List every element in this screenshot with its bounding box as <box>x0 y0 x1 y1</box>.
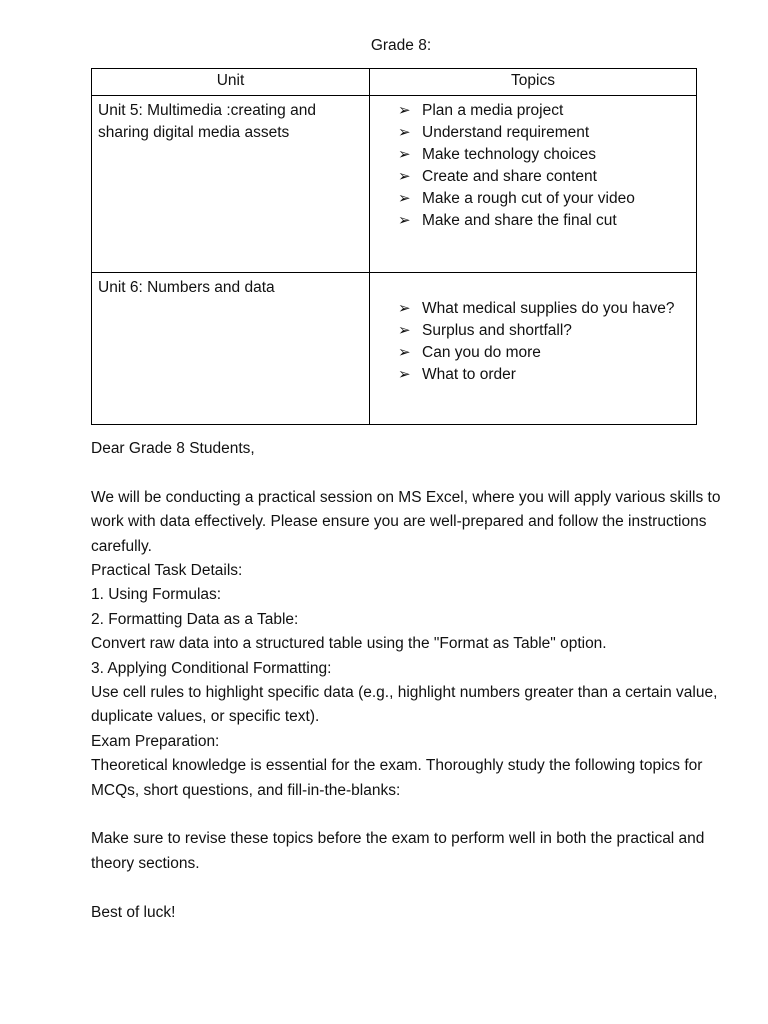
paragraph-gap <box>91 803 731 827</box>
list-item <box>398 342 692 364</box>
list-item <box>398 320 692 342</box>
topic-text: What to order <box>422 366 516 383</box>
arrowhead-bullet-icon: ➢ <box>398 146 411 163</box>
topic-text: Plan a media project <box>422 102 564 119</box>
topic-text: Make and share the final cut <box>422 212 617 229</box>
list-item <box>398 144 692 166</box>
topics-cell <box>370 273 697 425</box>
list-item <box>398 210 692 232</box>
paragraph-gap <box>91 461 731 485</box>
revise-paragraph: Make sure to revise these topics before the exam to perform well in both the practical and theory sections. <box>91 830 705 872</box>
table-row <box>92 273 697 425</box>
topic-text: Surplus and shortfall? <box>422 322 572 339</box>
topic-text: Make a rough cut of your video <box>422 190 635 207</box>
exam-heading: Exam Preparation: <box>91 732 220 750</box>
task-item-formulas: 1. Using Formulas: <box>91 586 222 604</box>
closing-line: Best of luck! <box>91 903 176 921</box>
topic-text: Make technology choices <box>422 146 597 163</box>
column-header-unit: Unit <box>92 69 370 96</box>
arrowhead-bullet-icon: ➢ <box>398 124 411 141</box>
topic-list <box>398 298 692 386</box>
page-title: Grade 8: <box>370 37 432 54</box>
table-header-row <box>92 69 697 96</box>
unit-cell: Unit 6: Numbers and data <box>92 273 370 425</box>
task-item-conditional-format-detail: Use cell rules to highlight specific data (e.g., highlight numbers greater than a certain value, duplicate values, or specific text). <box>91 684 718 726</box>
list-item <box>398 122 692 144</box>
task-item-table-format: 2. Formatting Data as a Table: <box>91 610 299 628</box>
task-heading: Practical Task Details: <box>91 562 243 580</box>
intro-paragraph: We will be conducting a practical session on MS Excel, where you will apply various skills to work with data effectively. Please ensure you are well-prepared and follow the instructions carefully. <box>91 488 721 555</box>
topics-cell <box>370 96 697 273</box>
list-item <box>398 364 692 386</box>
arrowhead-bullet-icon: ➢ <box>398 344 411 361</box>
table-row <box>92 96 697 273</box>
topic-text: Understand requirement <box>422 124 590 141</box>
list-item <box>398 188 692 210</box>
units-table <box>91 68 697 425</box>
unit-cell: Unit 5: Multimedia :creating and sharing digital media assets <box>92 96 370 273</box>
task-item-table-format-detail: Convert raw data into a structured table using the "Format as Table" option. <box>91 635 607 653</box>
arrowhead-bullet-icon: ➢ <box>398 190 411 207</box>
paragraph-gap <box>91 876 731 900</box>
topic-text: Can you do more <box>422 344 541 361</box>
arrowhead-bullet-icon: ➢ <box>398 102 411 119</box>
topic-text: What medical supplies do you have? <box>422 300 675 317</box>
list-item <box>398 100 692 122</box>
arrowhead-bullet-icon: ➢ <box>398 366 411 383</box>
arrowhead-bullet-icon: ➢ <box>398 300 411 317</box>
arrowhead-bullet-icon: ➢ <box>398 322 411 339</box>
letter-body <box>91 437 731 925</box>
greeting: Dear Grade 8 Students, <box>91 440 255 457</box>
topic-text: Create and share content <box>422 168 597 185</box>
exam-detail: Theoretical knowledge is essential for the exam. Thoroughly study the following topics for MCQs, short questions, and fill-in-the-blanks: <box>91 757 703 799</box>
list-item <box>398 298 692 320</box>
arrowhead-bullet-icon: ➢ <box>398 212 411 229</box>
column-header-topics: Topics <box>370 69 697 96</box>
list-item <box>398 166 692 188</box>
arrowhead-bullet-icon: ➢ <box>398 168 411 185</box>
task-item-conditional-format: 3. Applying Conditional Formatting: <box>91 659 332 677</box>
topic-list <box>398 100 692 232</box>
